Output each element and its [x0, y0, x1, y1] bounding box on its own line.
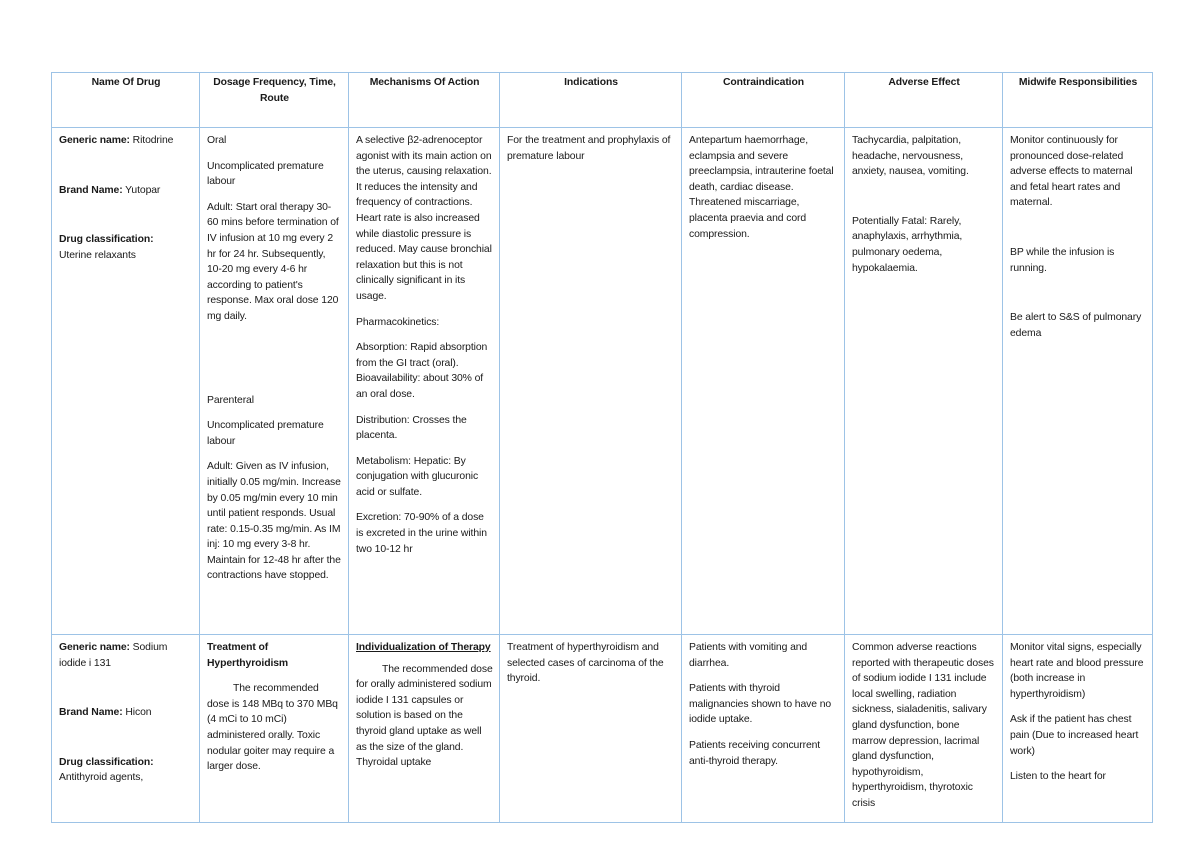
metabolism-text: Metabolism: Hepatic: By conjugation with glucuronic acid or sulfate.	[356, 455, 479, 498]
header-row	[52, 73, 1153, 128]
midwife-cell	[1003, 128, 1153, 635]
contraindication-2: Patients with thyroid malignancies shown to have no iodide uptake.	[689, 683, 832, 726]
dosage-cell	[200, 128, 349, 635]
class-label: Drug classification:	[59, 234, 154, 246]
table-row	[52, 128, 1153, 635]
midwife-resp-1: Monitor continuously for pronounced dose-related adverse effects to maternal and fetal heart rates and maternal.	[1010, 135, 1133, 209]
brand-label: Brand Name:	[59, 184, 123, 196]
dosage-heading: Treatment of Hyperthyroidism	[207, 642, 289, 669]
midwife-resp-2: BP while the infusion is running.	[1010, 246, 1115, 274]
generic-label: Generic name:	[59, 135, 130, 146]
contraindication-3: Patients receiving concurrent anti-thyroid therapy.	[689, 739, 821, 767]
midwife-resp-1: Monitor vital signs, especially heart rate and blood pressure (both increase in hyperthyroidism)	[1010, 642, 1144, 700]
header-midwife: Midwife Responsibilities	[1003, 73, 1153, 128]
brand-name: Hicon	[122, 707, 152, 719]
drug-name-cell	[52, 128, 200, 635]
contraindication-1: Patients with vomiting and diarrhea.	[689, 642, 808, 669]
generic-label: Generic name:	[59, 642, 130, 653]
dosage-oral-adult: Adult: Start oral therapy 30-60 mins before termination of IV infusion at 10 mg every 2 hr for 24 hr. Subsequently, 10-20 mg every 4-6 hr according to patient's response. Max oral dose 120 mg daily.	[207, 201, 339, 322]
dosage-route-parenteral: Parenteral	[207, 394, 254, 406]
header-drug: Name Of Drug	[52, 73, 200, 128]
header-mechanism: Mechanisms Of Action	[349, 73, 500, 128]
class-label: Drug classification:	[59, 756, 154, 768]
drug-class: Antithyroid agents,	[59, 772, 144, 784]
contraindication-cell	[682, 128, 845, 635]
dosage-route-oral: Oral	[207, 135, 227, 146]
indications-text: For the treatment and prophylaxis of premature labour	[507, 135, 671, 162]
distribution-text: Distribution: Crosses the placenta.	[356, 414, 467, 442]
mechanism-heading: Individualization of Therapy	[356, 642, 491, 653]
midwife-resp-2: Ask if the patient has chest pain (Due to increased heart work)	[1010, 714, 1139, 757]
drug-table	[51, 72, 1153, 823]
midwife-cell	[1003, 635, 1153, 823]
drug-class: Uterine relaxants	[59, 249, 136, 261]
dosage-par-adult: Adult: Given as IV infusion, initially 0.05 mg/min. Increase by 0.05 mg/min every 10 min until patient responds. Usual rate: 0.15-0.35 mg/min. As IM inj: 10 mg every 3-8 hr. Maintain for 12-48 hr after the contractions have stopped.	[207, 461, 341, 582]
drug-name-cell	[52, 635, 200, 823]
midwife-resp-3: Be alert to S&S of pulmonary edema	[1010, 312, 1142, 339]
adverse-common: Tachycardia, palpitation, headache, nervousness, anxiety, nausea, vomiting.	[852, 135, 969, 178]
adverse-text: Common adverse reactions reported with therapeutic doses of sodium iodide I 131 include local swelling, radiation sickness, sialadenitis, salivary gland dysfunction, bone marrow depression, lacrimal gland dysfunction, hypothyroidism, hyperthyroidism, thyrotoxic crisis	[852, 642, 994, 809]
excretion-text: Excretion: 70-90% of a dose is excreted in the urine within two 10-12 hr	[356, 512, 487, 555]
mechanism-text: The recommended dose for orally administered sodium iodide I 131 capsules or solution is based on the thyroid gland uptake as well as the size of the gland. Thyroidal uptake	[356, 663, 493, 769]
generic-name: Ritodrine	[129, 135, 174, 146]
adverse-cell	[845, 128, 1003, 635]
mechanism-cell	[349, 635, 500, 823]
contraindication-cell	[682, 635, 845, 823]
dosage-text: The recommended dose is 148 MBq to 370 MBq (4 mCi to 10 mCi) administered orally. Toxic nodular goiter may require a larger dose.	[207, 683, 338, 773]
absorption-text: Absorption: Rapid absorption from the GI tract (oral). Bioavailability: about 30% of an oral dose.	[356, 342, 488, 400]
header-indications: Indications	[500, 73, 682, 128]
table-row	[52, 635, 1153, 823]
dosage-cell	[200, 635, 349, 823]
midwife-resp-3: Listen to the heart for	[1010, 771, 1106, 783]
mechanism-cell	[349, 128, 500, 635]
header-contraindication: Contraindication	[682, 73, 845, 128]
dosage-par-case: Uncomplicated premature labour	[207, 420, 324, 447]
mechanism-main: A selective β2-adrenoceptor agonist with its main action on the uterus, causing relaxation. It reduces the intensity and frequency of contractions. Heart rate is also increased while diastolic pressure is reduced. May cause bronchial relaxation but this is not clinically significant in its usage.	[356, 135, 492, 302]
header-dosage: Dosage Frequency, Time, Route	[200, 73, 349, 128]
adverse-fatal: Potentially Fatal: Rarely, anaphylaxis, arrhythmia, pulmonary oedema, hypokalaemia.	[852, 215, 963, 274]
contraindication-text: Antepartum haemorrhage, eclampsia and severe preeclampsia, intrauterine foetal death, cardiac disease. Threatened miscarriage, placenta praevia and cord compression.	[689, 135, 834, 240]
generic-name: Sodium iodide i 131	[59, 642, 168, 669]
header-adverse: Adverse Effect	[845, 73, 1003, 128]
dosage-oral-case: Uncomplicated premature labour	[207, 160, 324, 188]
pharmacokinetics-label: Pharmacokinetics:	[356, 316, 440, 328]
brand-name: Yutopar	[122, 184, 161, 196]
indications-cell	[500, 635, 682, 823]
indications-cell	[500, 128, 682, 635]
indications-text: Treatment of hyperthyroidism and selected cases of carcinoma of the thyroid.	[507, 642, 664, 685]
adverse-cell	[845, 635, 1003, 823]
brand-label: Brand Name:	[59, 707, 123, 719]
